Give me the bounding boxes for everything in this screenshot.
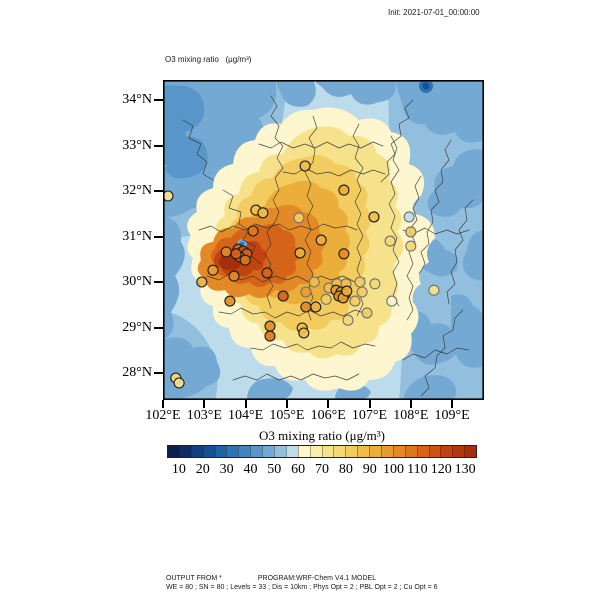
station-marker [265,331,275,341]
station-marker [316,235,326,245]
y-axis-label: 29°N [122,319,152,335]
colorbar-segment [191,446,203,457]
station-marker [311,302,321,312]
colorbar-segment [322,446,334,457]
station-marker [294,213,304,223]
colorbar-segment [274,446,286,457]
colorbar-tick-label: 20 [195,462,210,477]
y-axis-label: 28°N [122,365,152,380]
station-marker [258,208,268,218]
colorbar-tick-label: 80 [338,462,353,477]
y-axis-tick [154,372,163,374]
y-axis-label: 31°N [122,228,152,244]
x-axis-label: 102°E [145,408,181,423]
station-marker [221,247,231,257]
station-marker [342,286,352,296]
colorbar-segment [357,446,369,457]
station-marker [225,296,235,306]
x-axis-label: 103°E [186,408,222,423]
station-marker [265,321,275,331]
station-marker [197,277,207,287]
colorbar-segment [203,446,215,457]
y-axis-label: 30°N [122,274,152,289]
station-marker [262,268,272,278]
station-marker [229,271,239,281]
colorbar-segment [464,446,476,457]
station-marker [309,277,319,287]
station-marker [406,227,416,237]
colorbar-segment [250,446,262,457]
station-marker [339,185,349,195]
low-spot-ne-inner [423,83,430,90]
colorbar-segment [345,446,357,457]
station-marker [301,302,311,312]
footer-program: PROGRAM:WRF-Chem V4.1 MODEL [257,575,377,582]
y-axis-tick [154,99,163,101]
station-marker [385,236,395,246]
station-marker [301,287,311,297]
colorbar-segment [238,446,250,457]
x-axis-label: 108°E [393,408,429,423]
station-marker [295,248,305,258]
station-marker [321,294,331,304]
x-axis-tick [245,400,247,408]
y-axis-tick [154,190,163,192]
station-marker [362,308,372,318]
station-marker [404,212,414,222]
footer-output-from: OUTPUT FROM * [166,575,222,582]
colorbar-tick-label: 60 [291,462,306,477]
map-panel [163,80,484,400]
colorbar-tick-label: 40 [243,462,258,477]
x-axis-label: 109°E [434,408,470,423]
colorbar-tick-label: 130 [454,462,476,477]
y-axis-label: 34°N [122,92,152,107]
map-canvas [163,80,484,400]
init-time-label: Init: 2021-07-01_00:00:00 [388,8,480,17]
x-axis-tick [327,400,329,408]
station-marker [350,296,360,306]
colorbar-segment [452,446,464,457]
colorbar-tick-label: 50 [267,462,282,477]
station-marker [299,328,309,338]
colorbar-tick-label: 30 [219,462,234,477]
colorbar-segment [393,446,405,457]
colorbar-segment [286,446,298,457]
footer-line-1 [166,574,438,583]
colorbar-segment [417,446,429,457]
station-marker [300,161,310,171]
y-axis-tick [154,145,163,147]
footer-line-2: WE = 80 ; SN = 80 ; Levels = 33 ; Dis = 10km ; Phys Opt = 2 ; PBL Opt = 2 ; Cu Opt = 6 [166,584,438,591]
station-marker [387,296,397,306]
y-axis-label: 33°N [122,137,152,153]
station-marker [355,277,365,287]
colorbar-label: O3 mixing ratio (μg/m³) [258,428,386,443]
station-marker [370,279,380,289]
station-marker [406,241,416,251]
colorbar-segment [179,446,191,457]
colorbar-tick-label: 10 [171,462,186,477]
x-axis-tick [451,400,453,408]
station-marker [429,285,439,295]
y-axis-tick [154,236,163,238]
y-axis-label: 32°N [122,183,152,198]
colorbar-segment [440,446,452,457]
station-marker [357,287,367,297]
y-axis-tick [154,327,163,329]
station-marker [248,226,258,236]
station-marker [278,291,288,301]
map-title: O3 mixing ratio (μg/m³) [165,55,252,64]
x-axis-label: 104°E [228,408,264,423]
colorbar-segment [429,446,441,457]
colorbar-segment [405,446,417,457]
colorbar-tick-label: 120 [430,462,452,477]
x-axis-tick [203,400,205,408]
colorbar-tick-label: 110 [407,462,428,477]
colorbar-segment [333,446,345,457]
colorbar-segment [168,446,179,457]
station-marker [240,255,250,265]
colorbar-segment [298,446,310,457]
y-axis-tick [154,281,163,283]
x-axis-label: 107°E [351,408,388,423]
colorbar-segment [310,446,322,457]
x-axis-label: 105°E [269,408,305,423]
colorbar-tick-label: 90 [362,462,377,477]
x-axis-tick [369,400,371,408]
station-marker [208,265,218,275]
colorbar-segment [262,446,274,457]
station-marker [174,378,184,388]
station-marker [339,249,349,259]
colorbar [167,445,477,458]
station-marker [343,315,353,325]
station-marker [369,212,379,222]
colorbar-tick-label: 100 [383,462,405,477]
x-axis-tick [410,400,412,408]
colorbar-segment [369,446,381,457]
x-axis-tick [162,400,164,408]
colorbar-segment [215,446,227,457]
x-axis-label: 106°E [310,408,346,423]
colorbar-segment [226,446,238,457]
x-axis-tick [286,400,288,408]
colorbar-tick-label: 70 [315,462,329,477]
station-marker [231,249,241,259]
footer-annotations [166,574,438,592]
colorbar-segment [381,446,393,457]
